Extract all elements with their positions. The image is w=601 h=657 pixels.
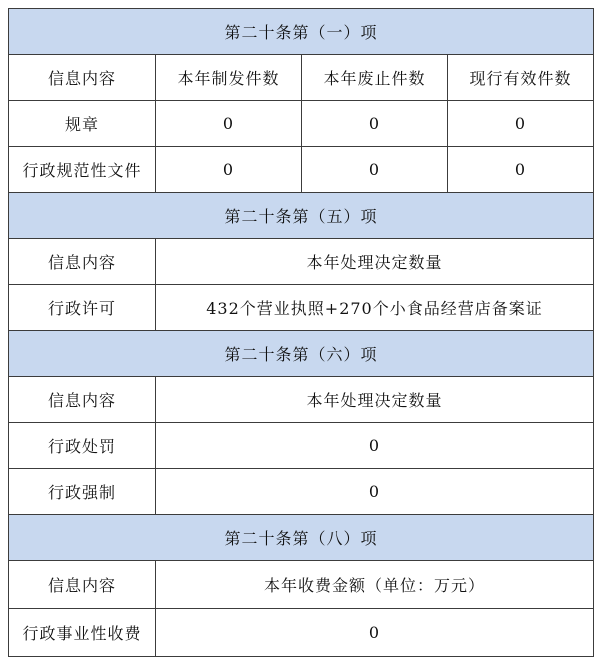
row-label: 行政事业性收费 [9,609,156,657]
disclosure-table [8,8,594,657]
cell-value: 0 [448,147,594,193]
section-1-header-row [9,9,594,55]
cell-value: 0 [156,469,594,515]
table-row [9,147,594,193]
cell-value: 0 [448,101,594,147]
row-label: 行政许可 [9,285,156,331]
column-header-info: 信息内容 [9,377,156,423]
table-row [9,423,594,469]
row-label: 行政处罚 [9,423,156,469]
row-label: 行政强制 [9,469,156,515]
table-row [9,469,594,515]
section-4-header-row [9,515,594,561]
column-header-info: 信息内容 [9,55,156,101]
section-3-column-header-row [9,377,594,423]
cell-value: 0 [302,101,448,147]
column-header-info: 信息内容 [9,561,156,609]
section-3-title: 第二十条第（六）项 [9,331,594,377]
table-row [9,609,594,657]
section-3-header-row [9,331,594,377]
cell-value: 0 [156,101,302,147]
section-1-title: 第二十条第（一）项 [9,9,594,55]
column-header-issued: 本年制发件数 [156,55,302,101]
cell-value: 432个营业执照+270个小食品经营店备案证 [156,285,594,331]
cell-value: 0 [156,609,594,657]
section-2-title: 第二十条第（五）项 [9,193,594,239]
cell-value: 0 [156,147,302,193]
column-header-valid: 现行有效件数 [448,55,594,101]
row-label: 行政规范性文件 [9,147,156,193]
column-header-repealed: 本年废止件数 [302,55,448,101]
cell-value: 0 [302,147,448,193]
column-header-decisions: 本年处理决定数量 [156,239,594,285]
section-1-column-header-row [9,55,594,101]
row-label: 规章 [9,101,156,147]
column-header-info: 信息内容 [9,239,156,285]
column-header-decisions: 本年处理决定数量 [156,377,594,423]
section-4-column-header-row [9,561,594,609]
section-4-title: 第二十条第（八）项 [9,515,594,561]
section-2-header-row [9,193,594,239]
section-2-column-header-row [9,239,594,285]
table-row [9,285,594,331]
table-row [9,101,594,147]
cell-value: 0 [156,423,594,469]
column-header-fees: 本年收费金额（单位：万元） [156,561,594,609]
